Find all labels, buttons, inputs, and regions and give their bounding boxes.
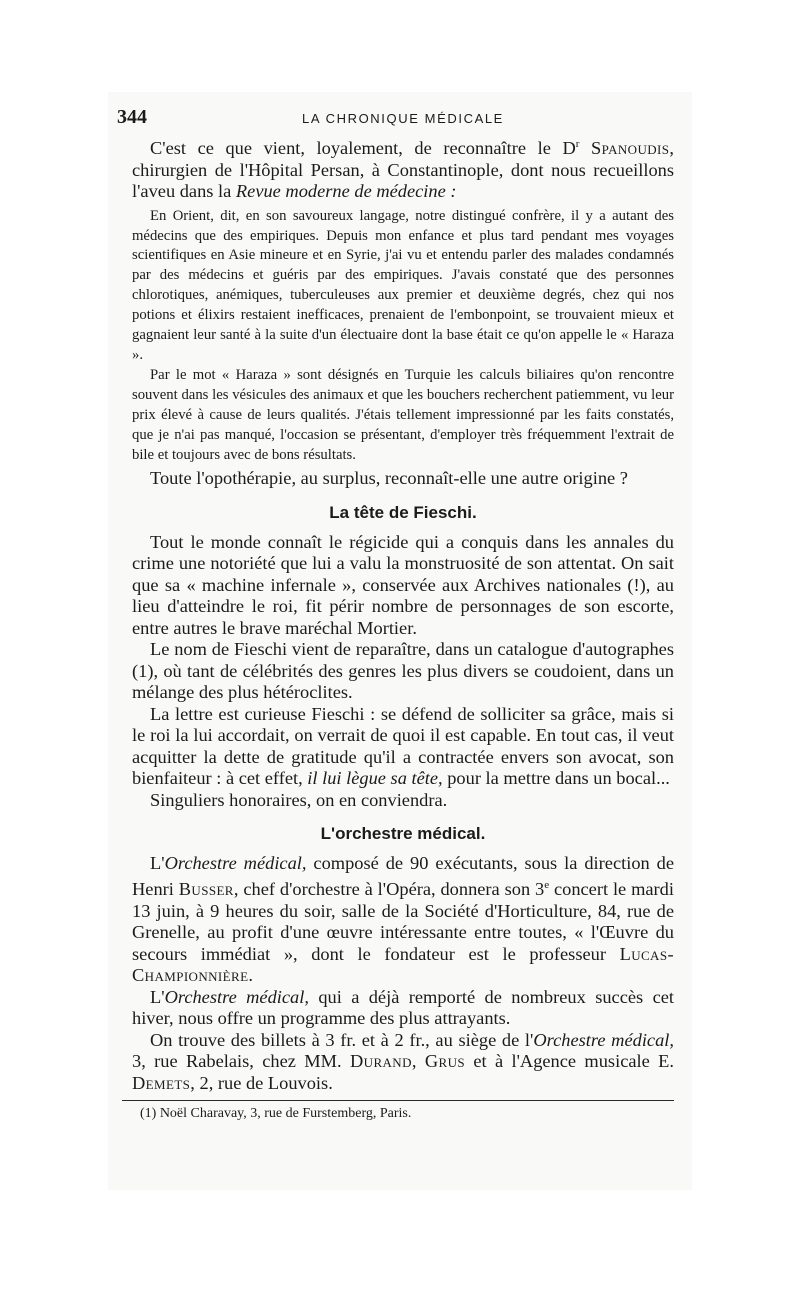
orch-p1-b: , chef d'orchestre à l'Opéra, donnera son 3 [233,879,545,900]
orch-p3-c: , [411,1051,425,1072]
journal-title: Revue moderne de médecine : [235,181,457,202]
fieschi-p3-text-a: La lettre est curieuse Fieschi : se défend de solliciter sa grâce, mais si le roi la lui accordait, on verrait de quoi il est capable. En tout cas, il veut acquitter la dette de gratitude qu'il a contractée envers son avocat, son bienfaiteur : à cet effet, [132,703,674,789]
quotation-block [132,207,674,466]
section-heading-fieschi: La tête de Fieschi. [329,502,477,522]
orchestre-paragraph-2 [132,987,674,1030]
intro-text-a: C'est ce que vient, loyalement, de reconnaître le D [150,138,576,159]
orch-p1-l: L' [150,853,165,874]
doctor-abbrev-sup: r [575,138,580,150]
orch-p1-d: . [248,965,254,986]
lucas-name: Lucas-Championnière [132,943,674,986]
orch-p2-rest: qui a déjà remporté de nombreux succès cet hiver, nous offre un programme des plus attrayants. [132,986,674,1029]
running-head [117,104,674,130]
fieschi-paragraph-4: Singuliers honoraires, on en conviendra. [150,789,448,810]
grus-name: Grus [424,1051,465,1072]
section-heading-orchestre: L'orchestre médical. [320,824,486,844]
quote-paragraph-2: Par le mot « Haraza » sont désignés en Turquie les calculs biliaires qu'on rencontre souvent dans les vésicules des animaux et que les bouchers recherchent patiemment, vu leur prix élevé à cause de leurs qualités. J'étais tellement impressionné par les faits constatés, que je n'ai pas manqué, l'occasion se présentant, d'employer très fréquemment l'extrait de bile et toujours avec de bons résultats. [132,366,674,463]
fieschi-p3-text-b: pour la mettre dans un bocal... [442,768,670,789]
closing-question: Toute l'opothérapie, au surplus, reconnaît-elle une autre origine ? [150,468,628,489]
author-name: Spanoudis [591,138,670,159]
orch-p2-l: L' [150,986,165,1007]
orch-p3-a: On trouve des billets à 3 fr. et à 2 fr., au siège de l' [150,1029,534,1050]
footnote: (1) Noël Charavay, 3, rue de Furstemberg, Paris. [140,1106,412,1122]
orchestre-paragraph-1 [132,853,674,986]
orch-p3-italic: Orchestre médical, [533,1029,674,1050]
quote-paragraph-1: En Orient, dit, en son savoureux langage, notre distingué confrère, il y a autant des médecins que des empiriques. Depuis mon enfance et plus tard pendant mes voyages scientifiques en Asie mineure et en Syrie, j'ai vu et entendu parler des malades condamnés par des médecins et guéris par des empiriques. J'avais constaté que des personnes chlorotiques, anémiques, tuberculeuses aux premier et deuxième degrés, chez qui nos potions et élixirs restaient inefficaces, prenaient de l'embonpoint, se trouvaient mieux et gagnaient leur santé à la suite d'un électuaire dont la base était ce qu'on appelle le « Haraza ». [132,207,674,363]
durand-name: Durand [349,1051,412,1072]
intro-paragraph [132,134,674,203]
ordinal-sup: e [544,878,550,891]
orch-p3-e: , 2, rue de Louvois. [190,1072,333,1093]
footnote-rule [122,1100,674,1101]
running-title: LA CHRONIQUE MÉDICALE [302,111,504,126]
text-column [117,104,675,1123]
busser-name: Busser [178,879,234,900]
orch-p3-d: et à l'Agence musicale E. [465,1051,674,1072]
orch-p1-c: concert le mardi 13 juin, à 9 heures du soir, salle de la Société d'Horticulture, 84, rue de Grenelle, au profit d'une œuvre intéressante entre toutes, « l'Œuvre du secours immédiat », dont le fondateur est le professeur [132,879,674,964]
demets-name: Demets [132,1072,191,1093]
fieschi-paragraph-2: Le nom de Fieschi vient de reparaître, dans un catalogue d'autographes (1), où tant de célébrités des genres les plus divers se coudoient, dans un mélange des plus hétéroclites. [132,639,674,703]
orchestre-paragraph-3 [132,1030,674,1095]
orch-p1-a: composé de 90 exécutants, sous la direction de Henri [132,853,675,900]
orch-p1-italic: Orchestre médical, [164,853,307,874]
orch-p2-italic: Orchestre médical, [164,986,309,1007]
intro-text-b: , chirurgien de l'Hôpital Persan, à Constantinople, dont nous recueillons l'aveu dans la [132,138,674,202]
fieschi-paragraph-1: Tout le monde connaît le régicide qui a conquis dans les annales du crime une notoriété que lui a valu la monstruosité de son attentat. On sait que sa « machine infernale », conservée aux Archives nationales (!), au lieu d'atteindre le roi, fit périr nombre de personnages de son escorte, entre autres le brave maréchal Mortier. [132,531,674,638]
page-number: 344 [117,106,147,128]
fieschi-p3-italic: il lui lègue sa tête, [307,768,443,789]
fieschi-paragraph-3 [132,704,674,790]
orch-p3-b: 3, rue Rabelais, chez MM. [132,1051,350,1072]
